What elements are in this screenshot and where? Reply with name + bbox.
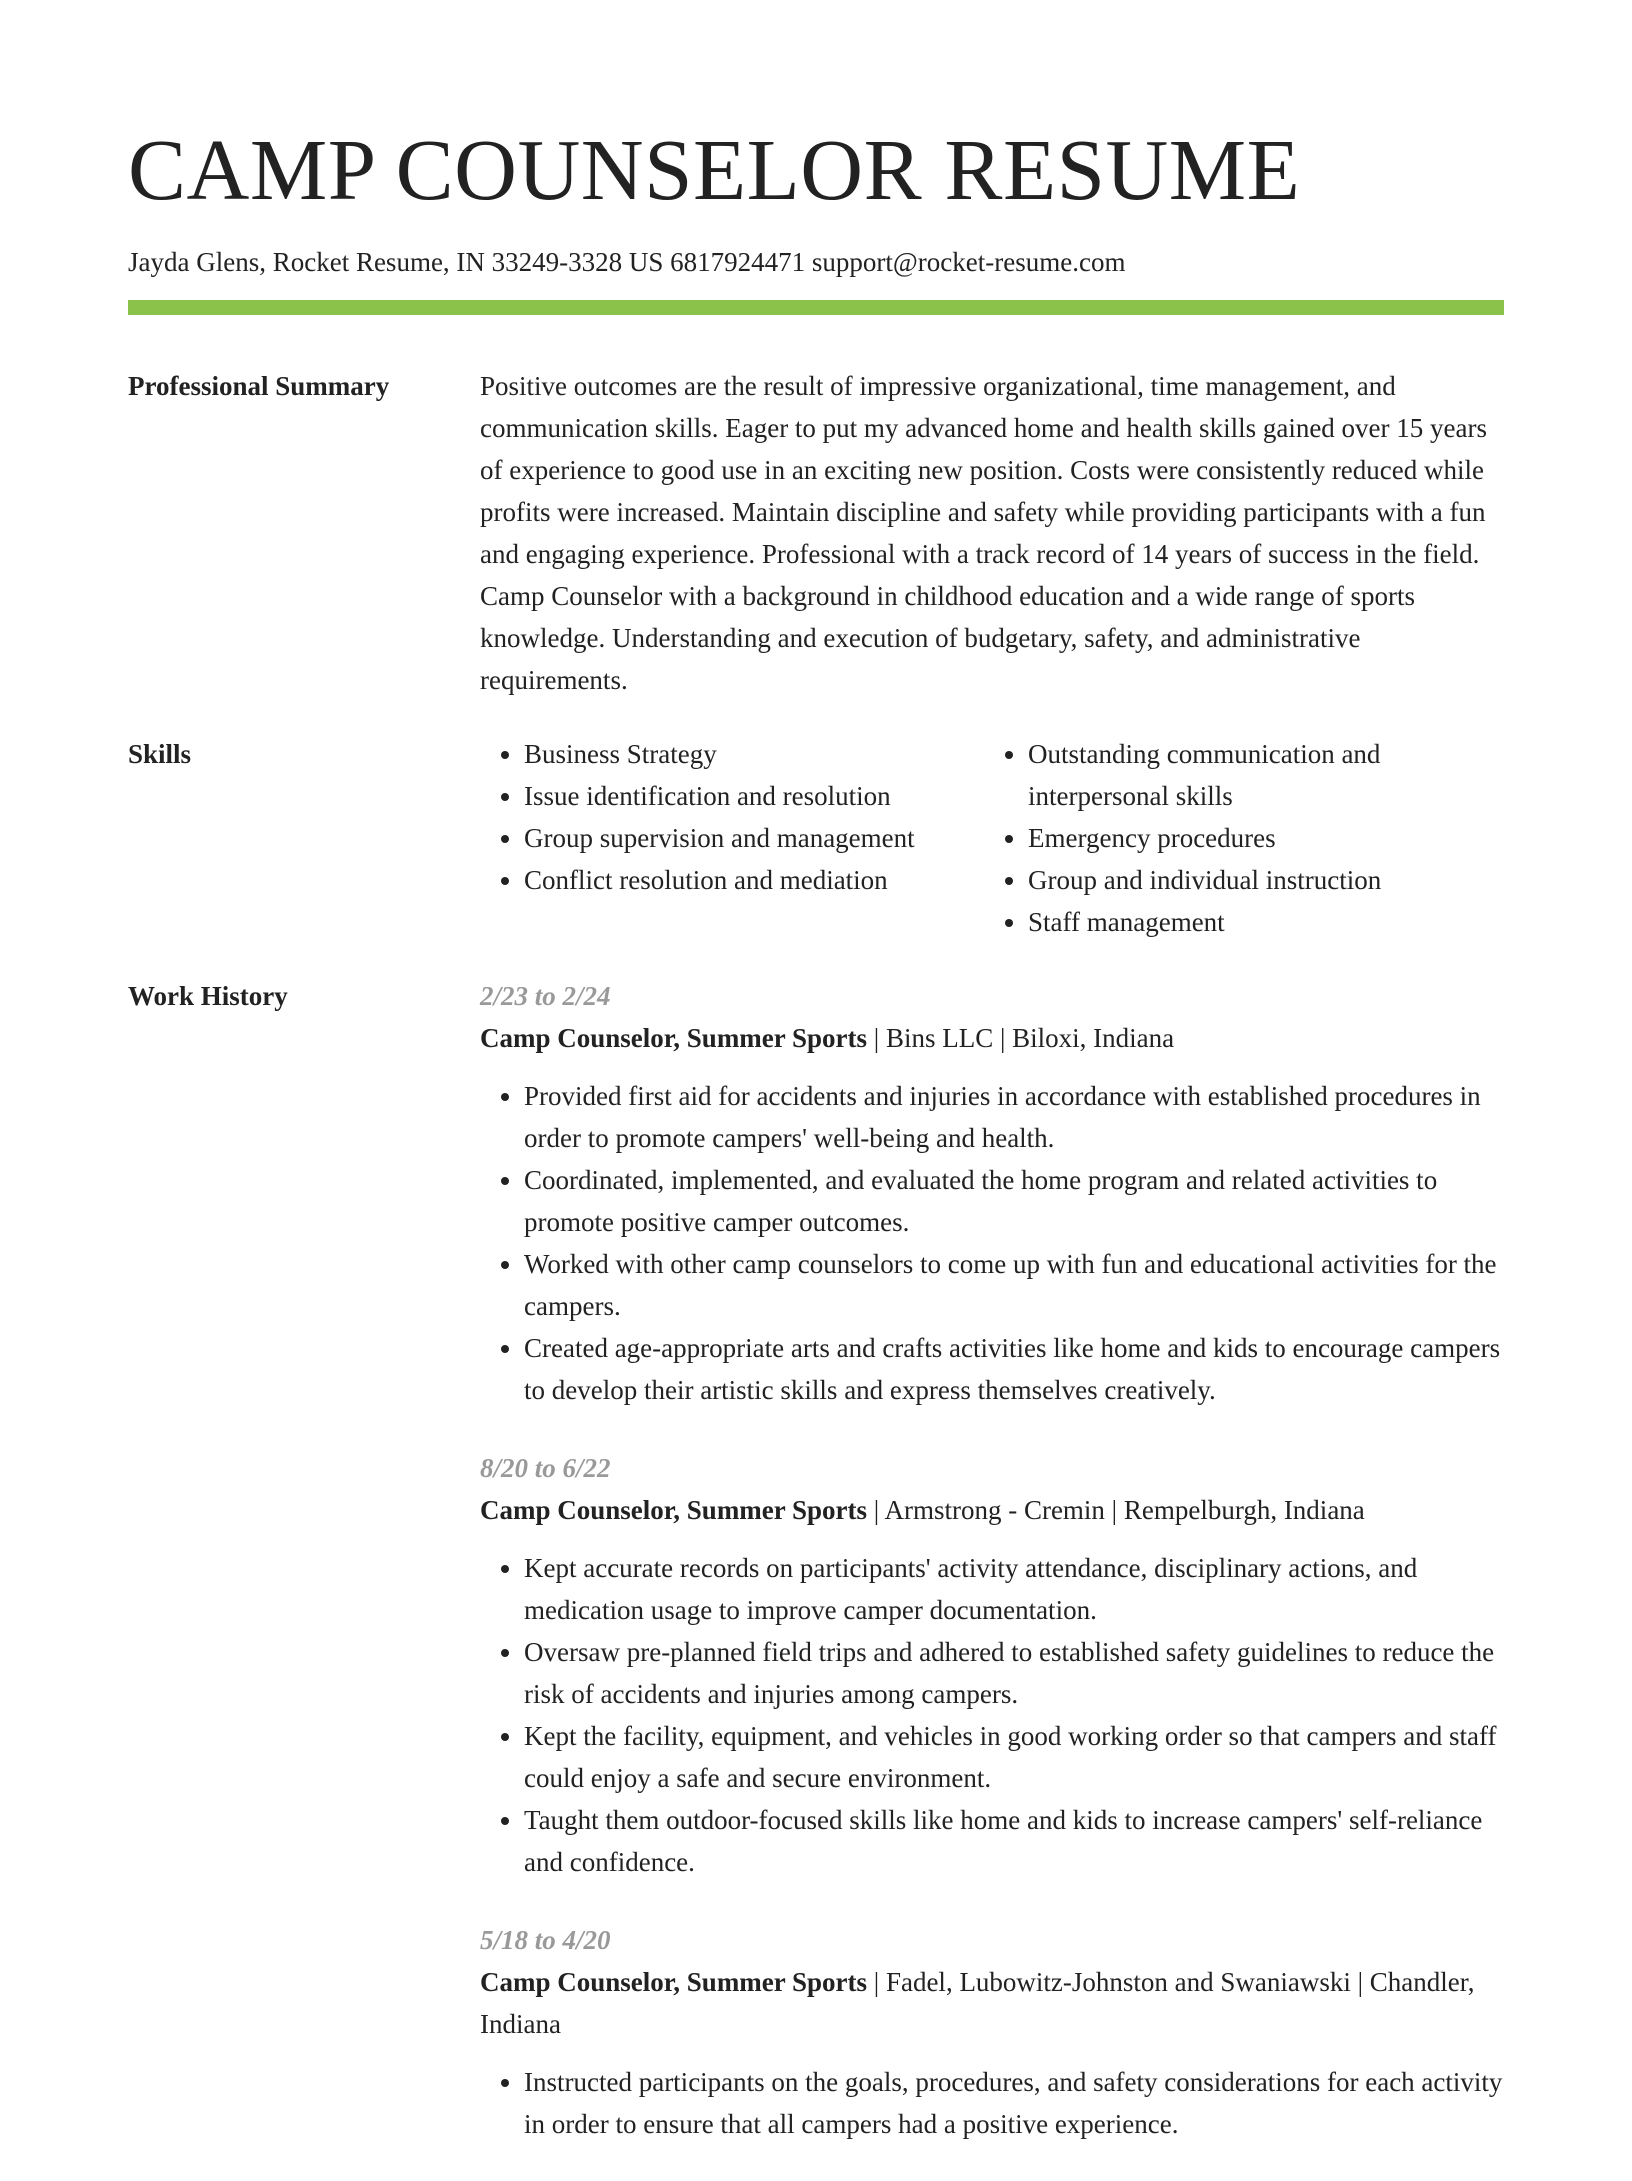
skill-item: • Outstanding communication and interpersonal skills	[1028, 733, 1488, 817]
resume-page	[128, 118, 1504, 2181]
job-heading	[480, 1961, 1504, 2045]
job-details: | Fadel, Lubowitz-Johnston and Swaniawski | Chandler, Indiana	[480, 1967, 1475, 2039]
job-title: Camp Counselor, Summer Sports	[480, 1495, 868, 1525]
job-entry	[480, 1919, 1504, 2145]
skills-list-right	[984, 733, 1488, 943]
job-bullets	[480, 2061, 1504, 2145]
skills-list-left	[480, 733, 984, 943]
job-entry	[480, 975, 1504, 1411]
skill-item: • Emergency procedures	[1028, 817, 1488, 859]
job-heading	[480, 1017, 1504, 1059]
job-bullet: • Instructed participants on the goals, procedures, and safety considerations for each activity in order to ensure that all campers had a positive experience.	[524, 2061, 1504, 2145]
job-bullet: • Kept accurate records on participants' activity attendance, disciplinary actions, and medication usage to improve camper documentation.	[524, 1547, 1504, 1631]
job-bullets	[480, 1075, 1504, 1411]
job-title: Camp Counselor, Summer Sports	[480, 1967, 868, 1997]
job-bullet: • Provided first aid for accidents and injuries in accordance with established procedures in order to promote campers' well-being and health.	[524, 1075, 1504, 1159]
skill-item: • Group and individual instruction	[1028, 859, 1488, 901]
job-dates: 8/20 to 6/22	[480, 1453, 611, 1483]
job-bullet: • Coordinated, implemented, and evaluated the home program and related activities to promote positive camper outcomes.	[524, 1159, 1504, 1243]
section-label-summary: Professional Summary	[128, 371, 390, 401]
work-history-section	[128, 975, 1504, 2181]
job-entry	[480, 1447, 1504, 1883]
professional-summary-section	[128, 365, 1504, 701]
job-details: | Armstrong - Cremin | Rempelburgh, Indiana	[867, 1495, 1365, 1525]
contact-line: Jayda Glens, Rocket Resume, IN 33249-3328 US 6817924471 support@rocket-resume.com	[128, 247, 1126, 277]
section-label-work: Work History	[128, 981, 288, 1011]
skill-item: • Business Strategy	[524, 733, 984, 775]
job-bullet: • Oversaw pre-planned field trips and adhered to established safety guidelines to reduce the risk of accidents and injuries among campers.	[524, 1631, 1504, 1715]
section-label-skills: Skills	[128, 739, 192, 769]
job-heading	[480, 1489, 1504, 1531]
skill-item: • Staff management	[1028, 901, 1488, 943]
job-bullet: • Taught them outdoor-focused skills like home and kids to increase campers' self-reliance and confidence.	[524, 1799, 1504, 1883]
summary-text: Positive outcomes are the result of impressive organizational, time management, and communication skills. Eager to put my advanced home and health skills gained over 15 years of experience to good use in an exciting new position. Costs were consistently reduced while profits were increased. Maintain discipline and safety while providing participants with a fun and engaging experience. Professional with a track record of 14 years of success in the field. Camp Counselor with a background in childhood education and a wide range of sports knowledge. Understanding and execution of budgetary, safety, and administrative requirements.	[480, 371, 1487, 695]
job-dates: 5/18 to 4/20	[480, 1925, 611, 1955]
resume-title: CAMP COUNSELOR RESUME	[128, 121, 1301, 218]
job-details: | Bins LLC | Biloxi, Indiana	[867, 1023, 1175, 1053]
skill-item: • Group supervision and management	[524, 817, 984, 859]
skills-section	[128, 733, 1504, 943]
skill-item: • Issue identification and resolution	[524, 775, 984, 817]
skill-item: • Conflict resolution and mediation	[524, 859, 984, 901]
job-bullet: • Created age-appropriate arts and crafts activities like home and kids to encourage campers to develop their artistic skills and express themselves creatively.	[524, 1327, 1504, 1411]
job-dates: 2/23 to 2/24	[480, 981, 611, 1011]
job-bullet: • Worked with other camp counselors to come up with fun and educational activities for the campers.	[524, 1243, 1504, 1327]
job-title: Camp Counselor, Summer Sports	[480, 1023, 868, 1053]
accent-divider	[128, 300, 1504, 315]
job-bullets	[480, 1547, 1504, 1883]
job-bullet: • Kept the facility, equipment, and vehicles in good working order so that campers and staff could enjoy a safe and secure environment.	[524, 1715, 1504, 1799]
